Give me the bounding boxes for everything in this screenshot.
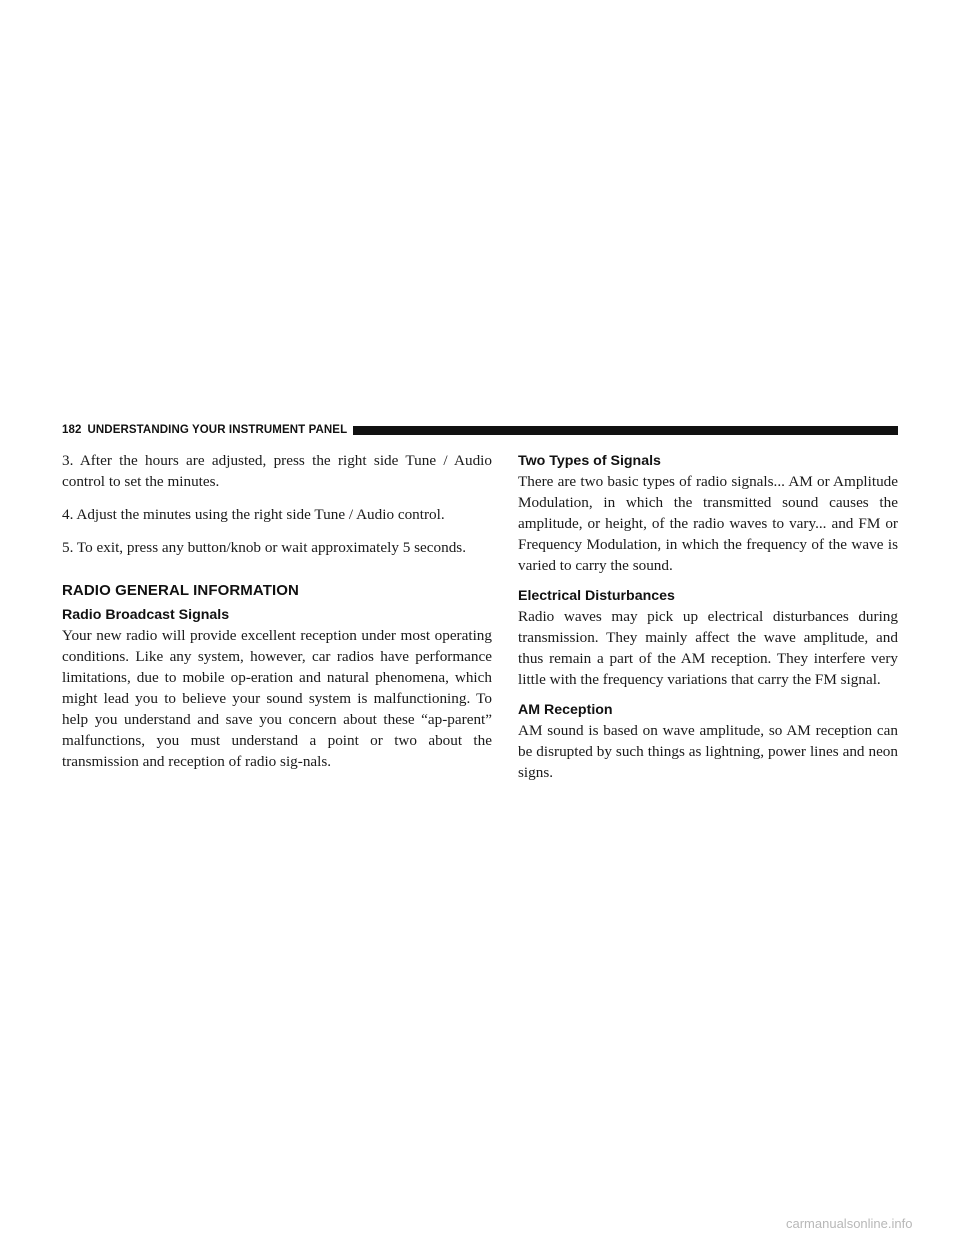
page-number: 182 [62,424,82,436]
right-column [518,450,898,795]
section-title: UNDERSTANDING YOUR INSTRUMENT PANEL [87,424,348,436]
electrical-disturbances-heading: Electrical Disturbances [518,588,675,604]
section-heading: RADIO GENERAL INFORMATION [62,582,299,599]
electrical-disturbances-body: Radio waves may pick up electrical disturbances during transmission. They mainly affect the wave amplitude, and thus remain a part of the AM reception. They interfere very little with the frequency variations that carry the FM signal. [518,608,898,688]
step-4: 4. Adjust the minutes using the right side Tune / Audio control. [62,506,445,523]
header-text [62,424,347,436]
left-column [62,450,492,784]
radio-broadcast-signals-heading: Radio Broadcast Signals [62,607,230,623]
two-types-heading: Two Types of Signals [518,453,661,469]
page-header [62,423,898,437]
header-rule [353,426,898,435]
step-5: 5. To exit, press any button/knob or wait approximately 5 seconds. [62,539,467,556]
am-reception-body: AM sound is based on wave amplitude, so AM reception can be disrupted by such things as lightning, power lines and neon signs. [518,722,898,781]
step-3: 3. After the hours are adjusted, press the right side Tune / Audio control to set the minutes. [62,452,492,490]
am-reception-heading: AM Reception [518,702,613,718]
footer-watermark: carmanualsonline.info [786,1216,913,1231]
two-types-body: There are two basic types of radio signals... AM or Amplitude Modulation, in which the transmitted sound causes the amplitude, or height, of the radio waves to vary... and FM or Frequency Modulation, in which the frequency of the wave is varied to carry the sound. [518,473,898,574]
radio-broadcast-signals-body: Your new radio will provide excellent reception under most operating conditions. Like any system, however, car radios have performance limitations, due to mobile op-eration and natural phenomena, which might lead you to believe your sound system is malfunctioning. To help you understand and save you concern about these “ap-parent” malfunctions, you must understand a point or two about the transmission and reception of radio sig-nals. [62,627,492,770]
